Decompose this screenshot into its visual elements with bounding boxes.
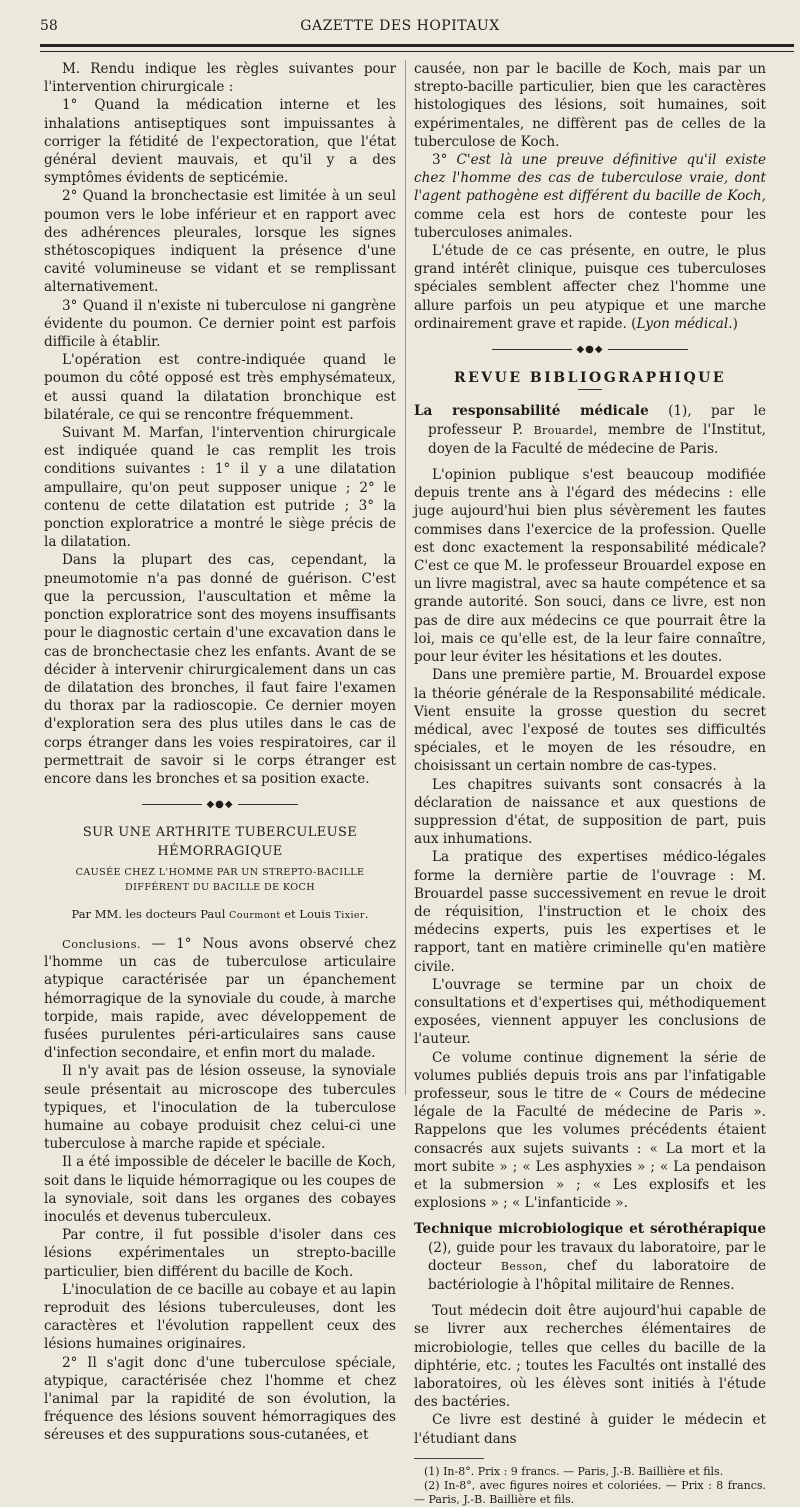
book-meta: , chef du laboratoire de bactériologie à l'hôpital militaire de Rennes.	[428, 1257, 766, 1293]
paragraph: Par contre, il fut possible d'isoler dans ces lésions expérimentales un strepto-bacille particulier, bien différent du bacille de Koch.	[44, 1227, 396, 1280]
closing-paren: )	[732, 315, 738, 332]
paragraph: Tout médecin doit être aujourd'hui capable de se livrer aux recherches élémentaires de microbiologie, telles que celles du bacille de la diphtérie, etc. ; toutes les Facultés ont installé des laboratoires, où les élèves sont initiés à l'étude des bactéries.	[414, 1303, 766, 1411]
paragraph: Les chapitres suivants sont consacrés à la déclaration de naissance et aux questions de suppression d'état, de supposition de part, puis aux inhumations.	[414, 776, 766, 848]
section-heading: REVUE BIBLIOGRAPHIQUE	[453, 370, 727, 387]
article-byline: Par MM. les docteurs Paul Courmont et Louis Tixier.	[71, 906, 369, 921]
paragraph	[414, 151, 766, 242]
paragraph: La pratique des expertises médico-légales forme la dernière partie de l'ouvrage : M. Brouardel passe successivement en revue le droit de réquisition, l'instruction et le choix des médecins experts, puis les expertises et le rapport, tant en matière criminelle qu'en matière civile.	[414, 849, 766, 975]
byline-mid: et Louis	[284, 906, 331, 921]
running-title: GAZETTE DES HOPITAUX	[300, 18, 500, 34]
book-entry-header	[414, 1220, 766, 1294]
header-rule-thick	[40, 44, 794, 47]
section-separator: ◆●◆	[44, 796, 396, 814]
paragraph: M. Rendu indique les règles suivantes pour l'intervention chirurgicale :	[44, 61, 396, 96]
book-meta: (1), par le professeur P.	[428, 403, 766, 438]
article-subtitle: CAUSÉE CHEZ L'HOMME PAR UN STREPTO-BACILLE DIFFÉRENT DU BACILLE DE KOCH	[75, 866, 365, 893]
source-citation: Lyon médical.	[636, 315, 733, 332]
heading-rule	[578, 389, 602, 390]
left-column	[44, 60, 396, 1445]
right-column	[414, 60, 766, 1507]
author-name: Tixier	[334, 909, 365, 921]
continuation-paragraph: causée, non par le bacille de Koch, mais par un strepto-bacille particulier, bien que les caractères histologiques des lésions, soit humaines, soit expérimentales, ne diffèrent pas de celles de la tuberculose de Koch.	[414, 61, 766, 150]
paragraph: Ce volume continue dignement la série de volumes publiés depuis trois ans par l'infatigable professeur, sous le titre de « Cours de médecine légale de la Faculté de médecine de Paris ». Rappelons que les volumes précédents étaient consacrés aux sujets suivants : « La mort et la mort subite » ; « Les asphyxies » ; « La pendaison et la submersion » ; « Les explosifs et les explosions » ; « L'infanticide ».	[414, 1049, 766, 1212]
paragraph: L'opinion publique s'est beaucoup modifiée depuis trente ans à l'égard des médecins : elle juge aujourd'hui bien plus sévèrement les fautes commises dans l'exercice de la profession. Quelle est donc exactement la responsabilité médicale? C'est ce que M. le professeur Brouardel expose en un livre magistral, avec sa haute compétence et sa grande autorité. Son souci, dans ce livre, est non pas de dire aux médecins ce que pourrait être la loi, mais ce qu'elle est, de la leur faire connaître, pour leur éviter les hésitations et les doutes.	[414, 467, 766, 666]
paragraph: Dans la plupart des cas, cependant, la pneumotomie n'a pas donné de guérison. C'est que la percussion, l'auscultation et même la ponction exploratrice sont des moyens insuffisants pour le diagnostic certain d'une excavation dans le cas de bronchectasie chez les enfants. Avant de se décider à intervenir chirurgicalement dans un cas de dilatation des bronches, il faut faire l'examen du thorax par la radioscopie. Ce dernier moyen d'exploration sera des plus utiles dans le cas de corps étranger dans les voies respiratoires, car il permettrait de savoir si le corps étranger est encore dans les bronches et sa position exacte.	[44, 552, 396, 787]
footnote: (1) In-8°. Prix : 9 francs. — Paris, J.-B. Baillière et fils.	[424, 1464, 724, 1478]
conclusions-text: — 1° Nous avons observé chez l'homme un cas de tuberculose articulaire atypique caractérisée par un épanchement hémorragique de la synoviale du coude, à marche torpide, mais rapide, avec développement de fusées purulentes péri-articulaires sans cause d'infection secondaire, et enfin mort du malade.	[44, 935, 396, 1062]
column-divider	[405, 60, 406, 1095]
paragraph-main: L'étude de ce cas présente, en outre, le plus grand intérêt clinique, puisque ces tuberculoses spéciales semblent affecter chez l'homme une allure parfois un peu atypique et une marche ordinairement grave et rapide. (	[414, 243, 766, 332]
book-entry-header	[414, 402, 766, 458]
byline-prefix: Par MM. les docteurs Paul	[71, 906, 226, 921]
italic-conclusion: C'est là une preuve définitive qu'il existe chez l'homme des cas de tuberculose vraie, dont l'agent pathogène est différent du bacille de Koch,	[414, 152, 766, 205]
paragraph: Suivant M. Marfan, l'intervention chirurgicale est indiquée quand le cas remplit les trois conditions suivantes : 1° il y a une dilatation ampullaire, qu'on peut supposer unique ; 2° le contenu de cette dilatation est putride ; 3° la ponction exploratrice a montré le siège précis de la dilatation.	[44, 425, 396, 551]
paragraph: Il a été impossible de déceler le bacille de Koch, soit dans le liquide hémorragique ou les coupes de la synoviale, soit dans les organes des cobayes inoculés et devenus tuberculeux.	[44, 1154, 396, 1225]
header-rule-thin	[40, 51, 794, 52]
conclusions-label: Conclusions.	[62, 936, 141, 951]
section-separator: ◆●◆	[414, 341, 766, 359]
footnote-rule	[414, 1458, 484, 1459]
book-title: La responsabilité médicale	[414, 403, 649, 420]
conclusions-paragraph	[44, 935, 396, 1062]
author-name: Courmont	[229, 909, 281, 921]
paragraph: Ce livre est destiné à guider le médecin et l'étudiant dans	[414, 1412, 766, 1447]
item-number: 3°	[432, 152, 457, 169]
book-meta: , membre de l'Institut, doyen de la Faculté de médecine de Paris.	[428, 421, 766, 457]
paragraph-rest: comme cela est hors de conteste pour les tuberculoses animales.	[414, 206, 766, 241]
paragraph: L'ouvrage se termine par un choix de consultations et d'expertises qui, méthodiquement exposées, viennent appuyer les conclusions de l'auteur.	[414, 976, 766, 1048]
paragraph: L'inoculation de ce bacille au cobaye et au lapin reproduit des lésions tuberculeuses, dont les caractères et l'évolution rappellent ceux des lésions humaines originaires.	[44, 1281, 396, 1353]
paragraph	[414, 242, 766, 333]
page-number: 58	[40, 18, 58, 34]
paragraph: 2° Il s'agit donc d'une tuberculose spéciale, atypique, caractérisée chez l'homme et chez l'animal par la rapidité de son évolution, la fréquence des lésions souvent hémorragiques des séreuses et des suppurations sous-cutanées, et	[44, 1354, 396, 1444]
book-author: Brouardel	[533, 423, 594, 437]
footnote: (2) In-8°, avec figures noires et coloriées. — Prix : 8 francs. — Paris, J.-B. Baillière et fils.	[414, 1478, 766, 1506]
article-title: SUR UNE ARTHRITE TUBERCULEUSE HÉMORRAGIQUE	[82, 825, 358, 859]
paragraph: Dans une première partie, M. Brouardel expose la théorie générale de la Responsabilité médicale. Vient ensuite la grosse question du secret médical, avec l'exposé de toutes ses difficultés spéciales, et le moyen de les résoudre, en choisissant un certain nombre de cas-types.	[414, 667, 766, 775]
paragraph: 1° Quand la médication interne et les inhalations antiseptiques sont impuissantes à corriger la fétidité de l'expectoration, que l'état général devient mauvais, et qu'il y a des symptômes évidents de septicémie.	[44, 97, 396, 187]
paragraph: 3° Quand il n'existe ni tuberculose ni gangrène évidente du poumon. Ce dernier point est parfois difficile à établir.	[44, 297, 396, 351]
book-author: Besson	[500, 1259, 543, 1273]
paragraph: L'opération est contre-indiquée quand le poumon du côté opposé est très emphysémateux, et aussi quand la dilatation bronchique est bilatérale, ce qui se rencontre fréquemment.	[44, 352, 396, 423]
book-title: Technique microbiologique et sérothérapique	[414, 1221, 766, 1238]
paragraph: 2° Quand la bronchectasie est limitée à un seul poumon vers le lobe inférieur et en rapport avec des adhérences pleurales, lorsque les signes sthétoscopiques indiquent la présence d'une cavité volumineuse se vidant et se remplissant alternativement.	[44, 188, 396, 296]
book-meta: (2), guide pour les travaux du laboratoire, par le docteur	[428, 1239, 766, 1274]
paragraph: Il n'y avait pas de lésion osseuse, la synoviale seule présentait au microscope des tubercules typiques, et l'inoculation de la tuberculose humaine au cobaye produisit chez celui-ci une tuberculose à marche rapide et spéciale.	[44, 1063, 396, 1153]
